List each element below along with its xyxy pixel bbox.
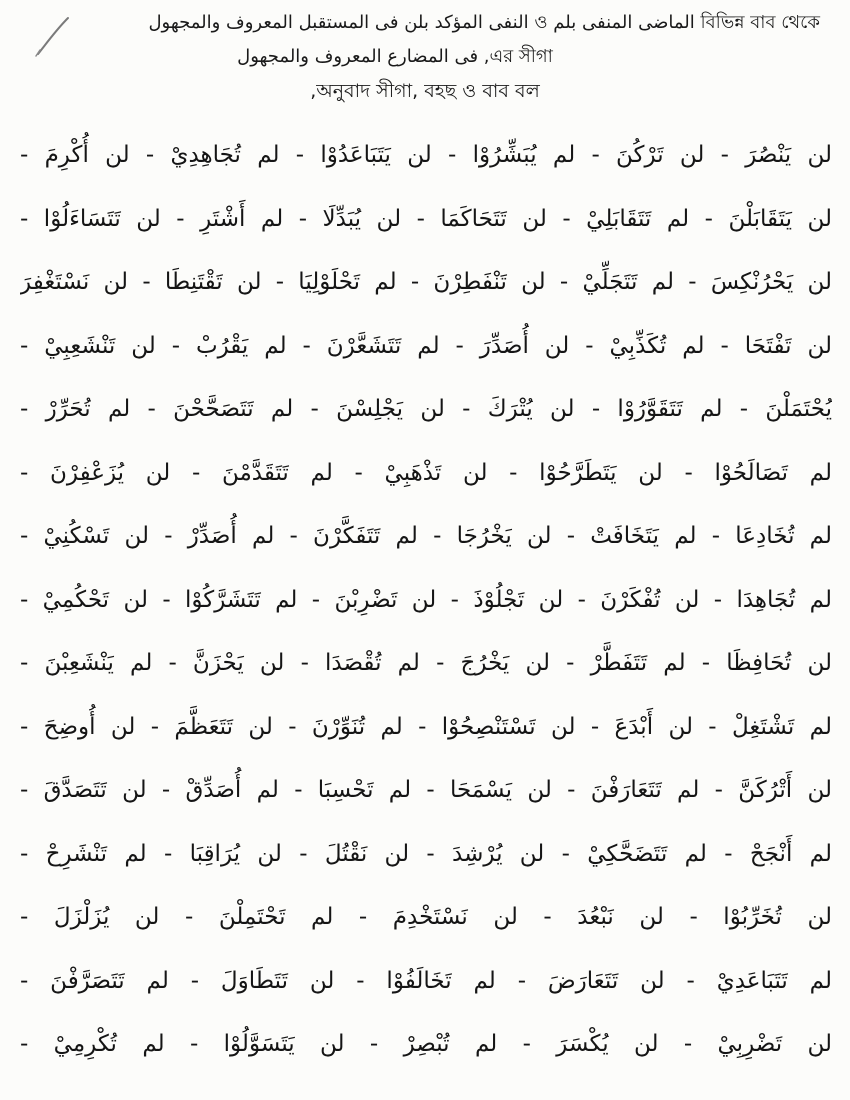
exercise-line-12: لم أَنْجَحْ - لم تَتَضَحَّكِيْ - لن يُرْشِدَ - لن نَقْتُلَ - لن يُرَاقِبَا - لم تَنْشَرِحْ - <box>20 840 832 867</box>
exercise-line-1: لن يَنْصُرَ - لن تَرْكُنَ - لم يُبَشِّرُوْا - لن يَتَبَاعَدُوْا - لم تُجَاهِدِيْ - لن أُكْرِمَ - <box>20 142 832 168</box>
header-line-2: এর সীগা, فى المضارع المعروف والمجهول <box>237 46 553 67</box>
header-line-3: অনুবাদ সীগা, বহছ ও বাব বল, <box>310 80 540 102</box>
header-line-1: বিভিন্ন বাব থেকে الماضى المنفى بلم ও النفى المؤكد بلن فى المستقبل المعروف والمجهول <box>148 12 820 33</box>
exercise-line-8: لم تُجَاهِدَا - لن تُفْكَرْنَ - لن تَجْلُوْذَ - لن تَضْرِبْنَ - لم تَتَشَرَّكُوْا - لن تَحْكُمِيْ - <box>20 586 832 613</box>
page-header <box>80 6 830 108</box>
exercise-line-2: لن يَتَقَابَلْنَ - لم تَتَقَابَلِيْ - لن تَتَحَاكَمَا - لن يُبَدِّلَا - لم أَشْتَرِ - لن تَتَسَاءَلُوْا - <box>20 205 832 232</box>
exercise-line-5: يُحْتَمَلْنَ - لم تَتَقَوَّرُوْا - لن يُتْرَكَ - لن يَجْلِسْنَ - لم تَتَصَحَّحْنَ - لم تُحَرِّرْ - <box>20 396 832 422</box>
exercise-line-10: لم تَشْتَغِلْ - لن أَبْدَعَ - لن تَسْتَنْصِحُوْا - لم تُنَوِّرْنَ - لن تَتَعَظَّمَ - لن أُوضِحَ - <box>20 713 832 740</box>
exercise-line-3: لن يَحْرُنْكِسَ - لم تَتَجَلِّيْ - لن تَنْفَطِرْنَ - لم تَحْلَوْلِيَا - لن تَقْتَنِطَا - لن نَسْتَغْفِرَ <box>20 269 832 295</box>
exercise-line-14: لم تَتَبَاعَدِيْ - لن تَتَعَارَضَ - لم تَخَالَفُوْا - لن تَتَطَاوَلَ - لم تَتَصَرَّفْنَ - <box>20 967 832 994</box>
exercise-line-4: لن تَفْتَحَا - لم تُكَذِّبِيْ - لن أُصَدِّرَ - لم تَتَشَعَّرْنَ - لم يَقْرُبْ - لن تَنْشَعِبِيْ - <box>20 332 832 359</box>
exercise-list <box>20 124 832 1077</box>
exercise-line-15: لن تَضْرِبِيْ - لن يُكْسَرَ - لم تُبْصِرْ - لن يَتَسَوَّلُوْا - لم تُكْرِمِيْ - <box>20 1031 832 1057</box>
exercise-line-7: لم تُخَادِعَا - لم يَتَخَافَتْ - لن يَخْرُجَا - لم تَتَفَكَّرْنَ - لم أُصَدِّرْ - لن تَسْكُنِيْ - <box>20 523 832 549</box>
exercise-line-11: لن أَتْرُكَنَّ - لم تَتَعَارَفْنَ - لن يَسْمَحَا - لم تَحْسِبَا - لم أُصَدِّقْ - لن تَتَصَدَّقَ - <box>20 777 832 803</box>
exercise-line-13: لن تُخَرِّبُوْا - لن نَبْعُدَ - لن نَسْتَخْدِمَ - لم تَحْتَمِلْنَ - لن يُزَلْزَلَ - <box>20 904 832 930</box>
pencil-tick-icon <box>32 14 72 60</box>
exercise-line-6: لم تَصَالَحُوْا - لن يَتَطَرَّحُوْا - لن تَذْهَبِيْ - لم تَتَقَدَّمْنَ - لن يُزَعْفِرْنَ - <box>20 459 832 486</box>
exercise-line-9: لن تُحَافِظَا - لم تَتَفَطَّرْ - لن يَخْرُجَ - لم تُقْصَدَا - لن يَحْزَنَّ - لم يَنْشَعِبْنَ - <box>20 650 832 676</box>
